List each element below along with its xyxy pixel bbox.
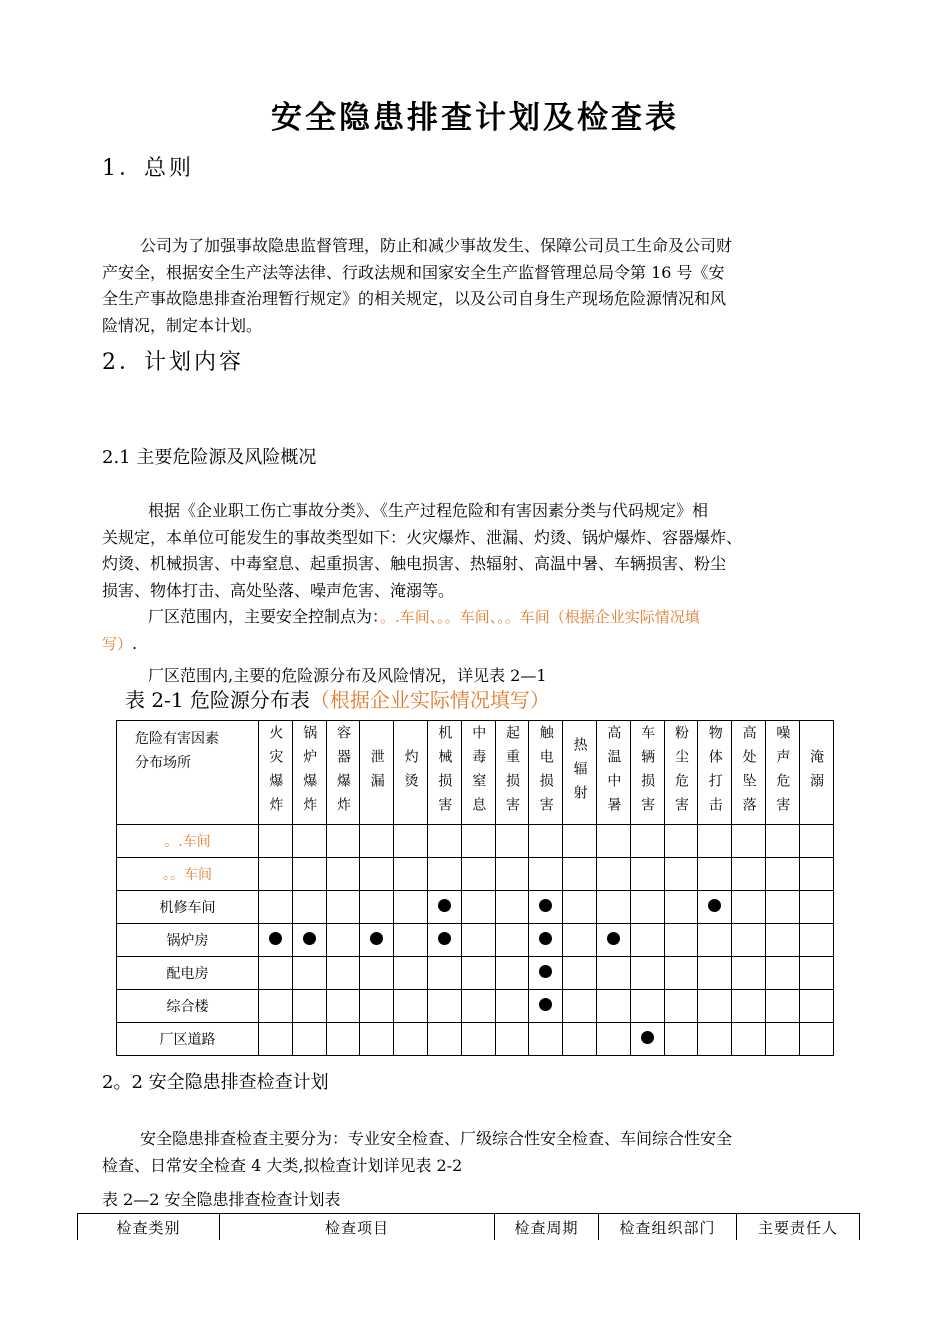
section-1-heading: 1．总则 [102, 156, 194, 181]
hazard-cell [259, 957, 293, 990]
section-2-1-heading: 2.1 主要危险源及风险概况 [102, 447, 317, 468]
hazard-present-dot [438, 932, 451, 945]
hazard-column-header: 高处坠落 [732, 721, 766, 825]
hazard-column-header: 起重损害 [495, 721, 529, 825]
hazard-cell [732, 957, 766, 990]
hazard-cell [732, 891, 766, 924]
para-line: 关规定，本单位可能发生的事故类型如下：火灾爆炸、泄漏、灼烫、锅炉爆炸、容器爆炸、 [102, 527, 743, 547]
hazard-present-dot [438, 899, 451, 912]
place-cell: 锅炉房 [117, 924, 259, 957]
table-row [117, 825, 834, 858]
header-category: 检查类别 [78, 1214, 220, 1241]
hazard-cell [360, 924, 394, 957]
section-2-2-paragraph [102, 1126, 848, 1179]
hazard-cell [698, 891, 732, 924]
para-line: 检查、日常安全检查 4 大类,拟检查计划详见表 2-2 [102, 1155, 463, 1175]
hazard-cell [799, 825, 833, 858]
section-2-2-heading: 2。2 安全隐患排查检查计划 [102, 1072, 329, 1093]
hazard-cell [326, 858, 360, 891]
place-cell: 。。车间 [117, 858, 259, 891]
hazard-cell [664, 1023, 698, 1056]
table-row [117, 990, 834, 1023]
hazard-cell [529, 924, 563, 957]
hazard-cell [596, 858, 630, 891]
hazard-cell [360, 858, 394, 891]
hazard-cell [698, 924, 732, 957]
para-line: 损害、物体打击、高处坠落、噪声危害、淹溺等。 [102, 580, 455, 600]
hazard-cell [394, 858, 428, 891]
hazard-cell [799, 1023, 833, 1056]
para-line: 全生产事故隐患排查治理暂行规定》的相关规定，以及公司自身生产现场危险源情况和风 [102, 289, 727, 308]
hazard-cell [563, 957, 597, 990]
para-line: 公司为了加强事故隐患监督管理，防止和减少事故发生、保障公司员工生命及公司财 [140, 236, 733, 255]
hazard-cell [495, 957, 529, 990]
hazard-cell [698, 990, 732, 1023]
header-item: 检查项目 [220, 1214, 495, 1241]
inspection-plan-table [77, 1213, 860, 1240]
hazard-cell [360, 990, 394, 1023]
hazard-present-dot [370, 932, 383, 945]
hazard-column-header: 粉尘危害 [664, 721, 698, 825]
hazard-cell [765, 990, 799, 1023]
hazard-cell [698, 858, 732, 891]
hazard-cell [799, 858, 833, 891]
para-line: 根据《企业职工伤亡事故分类》、《生产过程危险和有害因素分类与代码规定》相 [148, 501, 709, 520]
para-line: 灼烫、机械损害、中毒窒息、起重损害、触电损害、热辐射、高温中暑、车辆损害、粉尘 [102, 554, 727, 573]
hazard-cell [326, 924, 360, 957]
hazard-cell [765, 858, 799, 891]
header-department: 检查组织部门 [599, 1214, 737, 1241]
corner-label-factor: 危险有害因素 [135, 731, 219, 747]
hazard-cell [461, 990, 495, 1023]
section-2-heading: 2．计划内容 [102, 350, 244, 375]
table-2-2-caption: 表 2—2 安全隐患排查检查计划表 [102, 1190, 341, 1209]
para-line: 安全隐患排查检查主要分为：专业安全检查、厂级综合性安全检查、车间综合性安全 [140, 1129, 733, 1148]
hazard-present-dot [539, 899, 552, 912]
hazard-cell [563, 924, 597, 957]
hazard-cell [765, 924, 799, 957]
table-caption-text: 表 2-1 危险源分布表 [125, 688, 310, 712]
place-cell: 综合楼 [117, 990, 259, 1023]
hazard-cell [799, 924, 833, 957]
hazard-cell [495, 1023, 529, 1056]
hazard-cell [292, 891, 326, 924]
hazard-cell [461, 891, 495, 924]
hazard-cell [427, 990, 461, 1023]
table-row [117, 1023, 834, 1056]
hazard-cell [495, 891, 529, 924]
hazard-cell [394, 825, 428, 858]
hazard-cell [461, 858, 495, 891]
hazard-cell [326, 957, 360, 990]
hazard-cell [326, 1023, 360, 1056]
hazard-column-header: 机械损害 [427, 721, 461, 825]
hazard-column-header: 触电损害 [529, 721, 563, 825]
table-header-row [117, 721, 834, 825]
hazard-column-header: 车辆损害 [630, 721, 664, 825]
hazard-cell [529, 957, 563, 990]
hazard-cell [698, 1023, 732, 1056]
hazard-cell [529, 858, 563, 891]
hazard-cell [630, 825, 664, 858]
table-row [117, 924, 834, 957]
hazard-cell [799, 891, 833, 924]
table-row [117, 957, 834, 990]
hazard-cell [698, 957, 732, 990]
hazard-cell [394, 1023, 428, 1056]
hazard-cell [664, 858, 698, 891]
hazard-column-header: 高温中暑 [596, 721, 630, 825]
hazard-cell [732, 990, 766, 1023]
hazard-cell [427, 924, 461, 957]
hazard-cell [461, 957, 495, 990]
hazard-cell [326, 891, 360, 924]
table-caption-note: （根据企业实际情况填写） [309, 688, 550, 712]
hazard-cell [529, 990, 563, 1023]
hazard-cell [461, 924, 495, 957]
hazard-distribution-table [116, 720, 834, 1056]
hazard-cell [596, 825, 630, 858]
hazard-column-header: 火灾爆炸 [259, 721, 293, 825]
place-cell: 机修车间 [117, 891, 259, 924]
hazard-cell [259, 858, 293, 891]
control-points-label: 厂区范围内，主要安全控制点为： [148, 607, 381, 626]
hazard-cell [765, 1023, 799, 1056]
control-points-placeholder: 。.车间、。。车间、。。车间（根据企业实际情况填 [380, 608, 700, 626]
hazard-cell [259, 891, 293, 924]
hazard-cell [461, 1023, 495, 1056]
hazard-cell [765, 891, 799, 924]
hazard-cell [596, 891, 630, 924]
hazard-column-header: 泄漏 [360, 721, 394, 825]
hazard-column-header: 中毒窒息 [461, 721, 495, 825]
control-points-line-cont [102, 631, 848, 658]
hazard-cell [326, 825, 360, 858]
hazard-cell [732, 924, 766, 957]
header-responsible: 主要责任人 [737, 1214, 860, 1241]
hazard-cell [394, 990, 428, 1023]
hazard-column-header: 淹溺 [799, 721, 833, 825]
table-body [117, 825, 834, 1056]
hazard-cell [529, 891, 563, 924]
hazard-cell [394, 891, 428, 924]
hazard-cell [495, 990, 529, 1023]
hazard-cell [765, 825, 799, 858]
hazard-present-dot [641, 1031, 654, 1044]
hazard-cell [360, 957, 394, 990]
hazard-cell [292, 957, 326, 990]
hazard-column-header: 物体打击 [698, 721, 732, 825]
hazard-cell [529, 1023, 563, 1056]
hazard-cell [292, 825, 326, 858]
hazard-cell [630, 957, 664, 990]
hazard-cell [563, 825, 597, 858]
header-cycle: 检查周期 [495, 1214, 599, 1241]
control-points-line [102, 604, 848, 631]
hazard-cell [292, 990, 326, 1023]
page-title: 安全隐患排查计划及检查表 [271, 100, 679, 136]
para-line: 险情况，制定本计划。 [102, 315, 263, 335]
hazard-cell [664, 825, 698, 858]
hazard-cell [563, 1023, 597, 1056]
hazard-column-header: 灼烫 [394, 721, 428, 825]
hazard-cell [732, 858, 766, 891]
place-cell: 配电房 [117, 957, 259, 990]
hazard-cell [664, 891, 698, 924]
hazard-cell [630, 891, 664, 924]
hazard-cell [495, 924, 529, 957]
corner-label-place: 分布场所 [135, 755, 191, 771]
hazard-cell [799, 957, 833, 990]
distribution-line: 厂区范围内,主要的危险源分布及风险情况，详见表 2—1 [148, 666, 547, 685]
hazard-present-dot [539, 998, 552, 1011]
para-line: 产安全，根据安全生产法等法律、行政法规和国家安全生产监督管理总局令第 16 号《安 [102, 262, 725, 282]
hazard-cell [259, 825, 293, 858]
hazard-present-dot [607, 932, 620, 945]
hazard-cell [292, 858, 326, 891]
hazard-cell [427, 858, 461, 891]
hazard-cell [563, 858, 597, 891]
hazard-cell [427, 891, 461, 924]
hazard-present-dot [539, 932, 552, 945]
hazard-present-dot [539, 965, 552, 978]
table-2-1-caption [125, 684, 550, 713]
hazard-cell [596, 924, 630, 957]
period: . [132, 633, 138, 653]
hazard-cell [664, 924, 698, 957]
hazard-cell [664, 990, 698, 1023]
hazard-cell [630, 858, 664, 891]
hazard-cell [427, 1023, 461, 1056]
hazard-cell [765, 957, 799, 990]
hazard-cell [259, 1023, 293, 1056]
hazard-present-dot [269, 932, 282, 945]
hazard-cell [630, 924, 664, 957]
table-corner-cell [117, 721, 259, 825]
hazard-present-dot [303, 932, 316, 945]
place-cell: 厂区道路 [117, 1023, 259, 1056]
hazard-cell [360, 1023, 394, 1056]
hazard-cell [259, 990, 293, 1023]
table-header-row [78, 1214, 860, 1241]
hazard-cell [732, 825, 766, 858]
hazard-cell [732, 1023, 766, 1056]
hazard-present-dot [708, 899, 721, 912]
hazard-cell [394, 924, 428, 957]
hazard-cell [259, 924, 293, 957]
hazard-cell [664, 957, 698, 990]
hazard-cell [563, 990, 597, 1023]
hazard-cell [394, 957, 428, 990]
hazard-cell [799, 990, 833, 1023]
hazard-cell [596, 1023, 630, 1056]
hazard-cell [427, 957, 461, 990]
hazard-cell [292, 1023, 326, 1056]
section-1-paragraph [102, 233, 848, 339]
hazard-column-header: 容器爆炸 [326, 721, 360, 825]
hazard-cell [698, 825, 732, 858]
hazard-cell [360, 891, 394, 924]
hazard-cell [563, 891, 597, 924]
place-cell: 。.车间 [117, 825, 259, 858]
hazard-cell [630, 990, 664, 1023]
hazard-cell [596, 957, 630, 990]
control-points-placeholder-end: 写） [102, 634, 133, 653]
section-2-1-paragraph [102, 498, 848, 690]
hazard-cell [495, 825, 529, 858]
table-row [117, 891, 834, 924]
hazard-cell [427, 825, 461, 858]
hazard-column-header: 噪声危害 [765, 721, 799, 825]
table-row [117, 858, 834, 891]
hazard-cell [596, 990, 630, 1023]
hazard-cell [292, 924, 326, 957]
hazard-cell [461, 825, 495, 858]
hazard-column-header: 热辐射 [563, 721, 597, 825]
hazard-cell [630, 1023, 664, 1056]
hazard-cell [326, 990, 360, 1023]
hazard-cell [529, 825, 563, 858]
hazard-cell [495, 858, 529, 891]
hazard-cell [360, 825, 394, 858]
hazard-column-header: 锅炉爆炸 [292, 721, 326, 825]
